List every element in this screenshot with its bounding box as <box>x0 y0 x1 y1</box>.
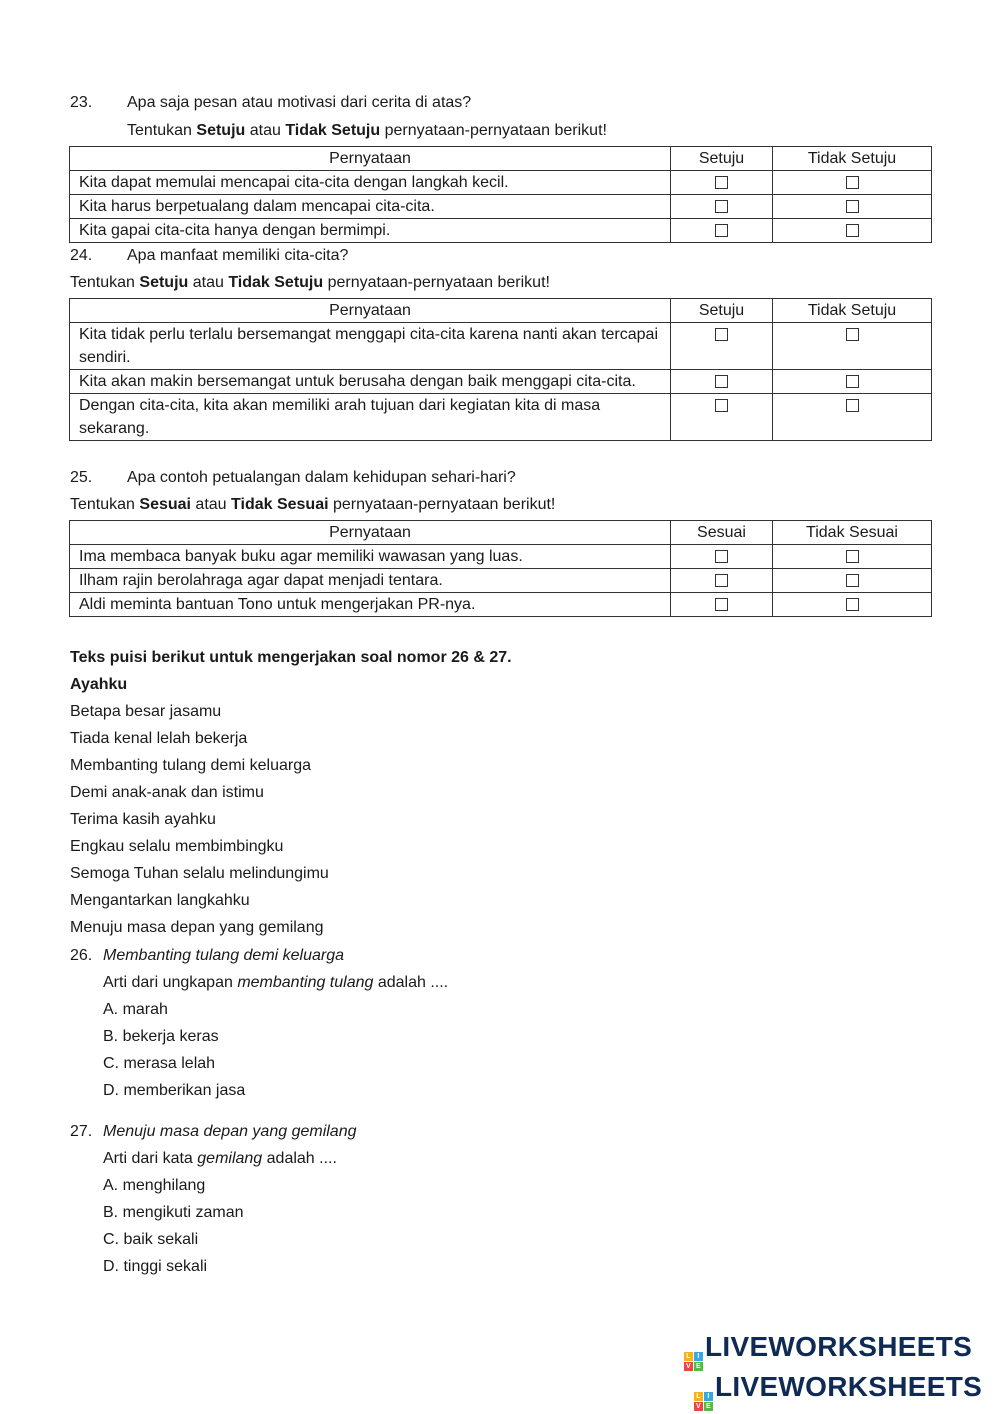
setuju-checkbox[interactable] <box>715 200 728 213</box>
table-header-row <box>70 147 932 171</box>
setuju-checkbox[interactable] <box>715 224 728 237</box>
poem-line: Mengantarkan langkahku <box>70 892 250 909</box>
liveworksheets-logo-icon: L I V E <box>694 1392 713 1411</box>
setuju-cell <box>671 323 773 370</box>
sesuai-cell <box>671 569 773 593</box>
header-option-1: Setuju <box>671 299 773 323</box>
sesuai-cell <box>671 545 773 569</box>
setuju-cell <box>671 394 773 441</box>
q25-question: Apa contoh petualangan dalam kehidupan sehari-hari? <box>127 469 516 486</box>
q26-option-d[interactable]: D. memberikan jasa <box>103 1082 246 1099</box>
table-header-row <box>70 299 932 323</box>
q23-number: 23. <box>70 94 93 111</box>
poem-line: Membanting tulang demi keluarga <box>70 757 312 774</box>
liveworksheets-watermark <box>684 1331 972 1371</box>
setuju-cell <box>671 171 773 195</box>
header-option-1: Sesuai <box>671 521 773 545</box>
tidak-setuju-checkbox[interactable] <box>846 399 859 412</box>
q23-instruction: Tentukan Setuju atau Tidak Setuju pernyataan-pernyataan berikut! <box>127 122 607 139</box>
q26-option-b[interactable]: B. bekerja keras <box>103 1028 219 1045</box>
statement-text: Kita gapai cita-cita hanya dengan bermimpi. <box>70 219 671 243</box>
tidak-setuju-cell <box>773 195 932 219</box>
statement-text: Ilham rajin berolahraga agar dapat menjadi tentara. <box>70 569 671 593</box>
q25-table <box>69 520 932 617</box>
liveworksheets-logo-icon: L I V E <box>684 1352 703 1371</box>
q27-option-c[interactable]: C. baik sekali <box>103 1231 199 1248</box>
setuju-checkbox[interactable] <box>715 176 728 189</box>
setuju-cell <box>671 219 773 243</box>
setuju-checkbox[interactable] <box>715 328 728 341</box>
header-pernyataan: Pernyataan <box>70 299 671 323</box>
header-option-2: Tidak Setuju <box>773 299 932 323</box>
q23-table <box>69 146 932 243</box>
poem-title: Ayahku <box>70 676 128 693</box>
tidak-setuju-checkbox[interactable] <box>846 375 859 388</box>
tidak-sesuai-cell <box>773 545 932 569</box>
q26-quote: Membanting tulang demi keluarga <box>103 947 345 964</box>
tidak-setuju-cell <box>773 323 932 370</box>
poem-intro: Teks puisi berikut untuk mengerjakan soal nomor 26 & 27. <box>70 649 512 666</box>
tidak-setuju-checkbox[interactable] <box>846 200 859 213</box>
statement-text: Ima membaca banyak buku agar memiliki wawasan yang luas. <box>70 545 671 569</box>
poem-line: Demi anak-anak dan istimu <box>70 784 264 801</box>
poem-line: Tiada kenal lelah bekerja <box>70 730 248 747</box>
q24-question: Apa manfaat memiliki cita-cita? <box>127 247 349 264</box>
sesuai-checkbox[interactable] <box>715 598 728 611</box>
table-row <box>70 323 932 370</box>
q27-number: 27. <box>70 1123 93 1140</box>
statement-text: Kita harus berpetualang dalam mencapai cita-cita. <box>70 195 671 219</box>
poem-line: Menuju masa depan yang gemilang <box>70 919 324 936</box>
sesuai-checkbox[interactable] <box>715 574 728 587</box>
table-row <box>70 593 932 617</box>
q23-question: Apa saja pesan atau motivasi dari cerita di atas? <box>127 94 472 111</box>
q25-instruction: Tentukan Sesuai atau Tidak Sesuai pernyataan-pernyataan berikut! <box>70 496 556 513</box>
liveworksheets-watermark <box>694 1371 982 1411</box>
table-row <box>70 545 932 569</box>
poem-line: Semoga Tuhan selalu melindungimu <box>70 865 329 882</box>
q24-number: 24. <box>70 247 93 264</box>
q27-quote: Menuju masa depan yang gemilang <box>103 1123 357 1140</box>
table-header-row <box>70 521 932 545</box>
liveworksheets-text: LIVEWORKSHEETS <box>715 1371 983 1402</box>
tidak-setuju-cell <box>773 171 932 195</box>
table-row <box>70 370 932 394</box>
statement-text: Kita dapat memulai mencapai cita-cita dengan langkah kecil. <box>70 171 671 195</box>
setuju-cell <box>671 195 773 219</box>
table-row <box>70 195 932 219</box>
q25-number: 25. <box>70 469 93 486</box>
q27-option-a[interactable]: A. menghilang <box>103 1177 206 1194</box>
q24-instruction: Tentukan Setuju atau Tidak Setuju pernyataan-pernyataan berikut! <box>70 274 550 291</box>
poem-line: Betapa besar jasamu <box>70 703 222 720</box>
header-pernyataan: Pernyataan <box>70 147 671 171</box>
setuju-cell <box>671 370 773 394</box>
statement-text: Aldi meminta bantuan Tono untuk mengerjakan PR-nya. <box>70 593 671 617</box>
statement-text: Dengan cita-cita, kita akan memiliki arah tujuan dari kegiatan kita di masa sekarang. <box>70 394 671 441</box>
table-row <box>70 171 932 195</box>
poem-line: Terima kasih ayahku <box>70 811 216 828</box>
statement-text: Kita tidak perlu terlalu bersemangat menggapi cita-cita karena nanti akan tercapai sendiri. <box>70 323 671 370</box>
sesuai-cell <box>671 593 773 617</box>
q24-table <box>69 298 932 441</box>
statement-text: Kita akan makin bersemangat untuk berusaha dengan baik menggapi cita-cita. <box>70 370 671 394</box>
tidak-sesuai-checkbox[interactable] <box>846 574 859 587</box>
tidak-sesuai-checkbox[interactable] <box>846 598 859 611</box>
header-option-2: Tidak Setuju <box>773 147 932 171</box>
table-row <box>70 219 932 243</box>
header-option-1: Setuju <box>671 147 773 171</box>
tidak-setuju-cell <box>773 394 932 441</box>
setuju-checkbox[interactable] <box>715 399 728 412</box>
q26-option-c[interactable]: C. merasa lelah <box>103 1055 216 1072</box>
table-row <box>70 569 932 593</box>
q26-option-a[interactable]: A. marah <box>103 1001 168 1018</box>
tidak-setuju-cell <box>773 219 932 243</box>
q26-prompt: Arti dari ungkapan membanting tulang adalah .... <box>103 974 449 991</box>
sesuai-checkbox[interactable] <box>715 550 728 563</box>
q27-prompt: Arti dari kata gemilang adalah .... <box>103 1150 337 1167</box>
tidak-sesuai-checkbox[interactable] <box>846 550 859 563</box>
poem-line: Engkau selalu membimbingku <box>70 838 284 855</box>
q26-number: 26. <box>70 947 93 964</box>
table-row <box>70 394 932 441</box>
tidak-setuju-checkbox[interactable] <box>846 328 859 341</box>
liveworksheets-text: LIVEWORKSHEETS <box>705 1331 973 1362</box>
setuju-checkbox[interactable] <box>715 375 728 388</box>
tidak-setuju-checkbox[interactable] <box>846 224 859 237</box>
tidak-setuju-cell <box>773 370 932 394</box>
tidak-sesuai-cell <box>773 569 932 593</box>
tidak-setuju-checkbox[interactable] <box>846 176 859 189</box>
header-option-2: Tidak Sesuai <box>773 521 932 545</box>
q27-option-b[interactable]: B. mengikuti zaman <box>103 1204 244 1221</box>
header-pernyataan: Pernyataan <box>70 521 671 545</box>
tidak-sesuai-cell <box>773 593 932 617</box>
q27-option-d[interactable]: D. tinggi sekali <box>103 1258 208 1275</box>
